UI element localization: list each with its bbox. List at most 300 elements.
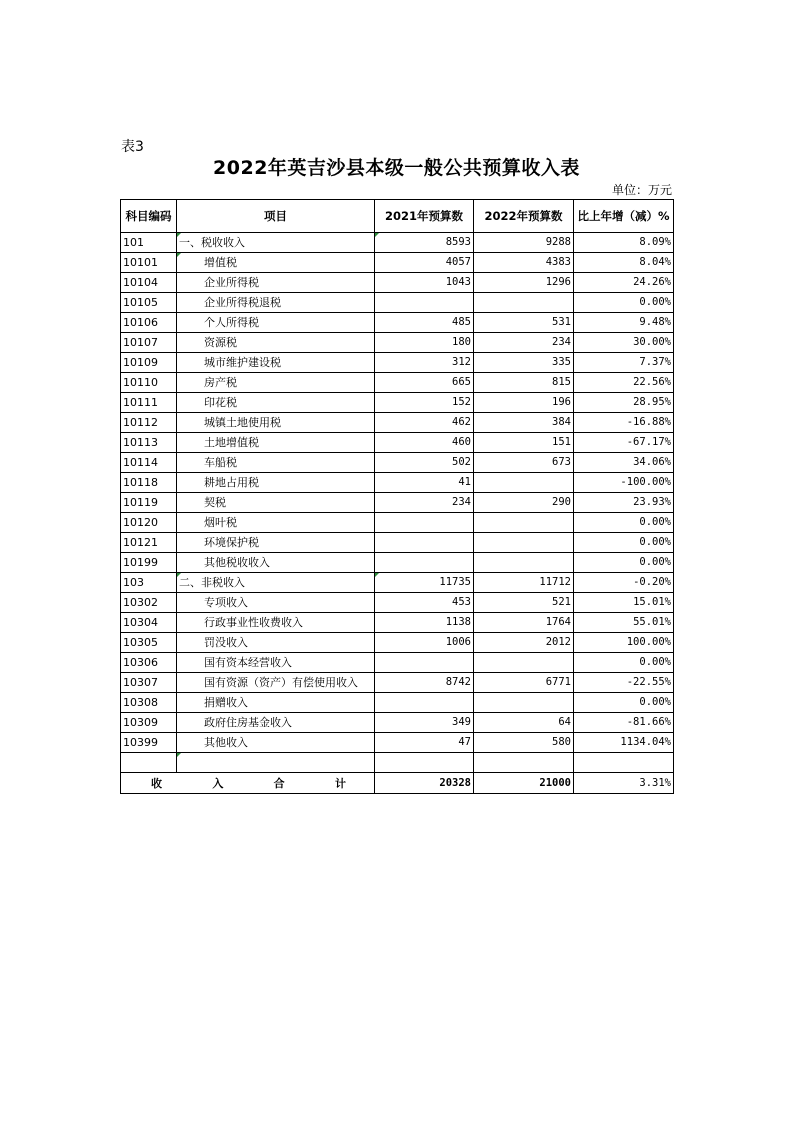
row-change (574, 653, 674, 673)
row-item-text: 二、非税收入 (179, 576, 245, 589)
row-code (121, 453, 177, 473)
row-2021 (375, 533, 474, 553)
table-row (121, 653, 674, 673)
row-2021 (375, 453, 474, 473)
cell-marker (375, 233, 379, 237)
row-code-text: 10104 (123, 276, 158, 289)
table-row (121, 373, 674, 393)
row-2022 (474, 293, 574, 313)
row-change-text: 0.00% (639, 516, 671, 528)
row-code-text: 10119 (123, 496, 158, 509)
row-change (574, 293, 674, 313)
row-2021 (375, 553, 474, 573)
row-item (177, 693, 375, 713)
row-2022-text: 6771 (545, 676, 571, 688)
row-2021-text: 485 (452, 316, 471, 328)
row-item-text: 烟叶税 (204, 516, 237, 529)
row-change (574, 413, 674, 433)
row-change-text: 28.95% (633, 396, 671, 408)
row-item-text: 印花税 (204, 396, 237, 409)
row-2021-text: 502 (452, 456, 471, 468)
row-change (574, 453, 674, 473)
row-code (121, 433, 177, 453)
row-2022 (474, 593, 574, 613)
total-2022: 21000 (474, 773, 574, 794)
row-item (177, 633, 375, 653)
row-item-text: 国有资本经营收入 (204, 656, 292, 669)
table-row (121, 613, 674, 633)
row-change (574, 273, 674, 293)
row-2022-text: 9288 (545, 236, 571, 248)
row-item-text: 车船税 (204, 456, 237, 469)
row-change (574, 393, 674, 413)
row-code (121, 353, 177, 373)
row-2021 (375, 713, 474, 733)
row-2021-text: 41 (458, 476, 471, 488)
row-2022 (474, 273, 574, 293)
row-2022 (474, 393, 574, 413)
row-item (177, 253, 375, 273)
row-change (574, 233, 674, 253)
row-2022 (474, 473, 574, 493)
row-code (121, 473, 177, 493)
row-item-text: 企业所得税 (204, 276, 259, 289)
row-item (177, 233, 375, 253)
row-code (121, 693, 177, 713)
row-2022-text: 234 (552, 336, 571, 348)
row-2022-text: 1764 (545, 616, 571, 628)
total-label-char: 计 (334, 776, 346, 790)
row-2022 (474, 713, 574, 733)
row-item-text: 城镇土地使用税 (204, 416, 281, 429)
row-2022 (474, 613, 574, 633)
table-row (121, 513, 674, 533)
row-item-text: 专项收入 (204, 596, 248, 609)
cell-marker (177, 233, 181, 237)
row-2021 (375, 393, 474, 413)
row-2021 (375, 653, 474, 673)
table-row (121, 713, 674, 733)
row-change-text: -67.17% (626, 436, 671, 448)
row-code (121, 533, 177, 553)
row-2022-text: 521 (552, 596, 571, 608)
row-item (177, 733, 375, 753)
row-item (177, 673, 375, 693)
row-2021 (375, 273, 474, 293)
header-code: 科目编码 (121, 200, 177, 233)
row-item (177, 533, 375, 553)
table-row (121, 593, 674, 613)
row-change-text: 9.48% (639, 316, 671, 328)
row-code (121, 413, 177, 433)
row-change-text: 0.00% (639, 696, 671, 708)
row-change-text: 100.00% (626, 636, 671, 648)
row-item-text: 一、税收收入 (179, 236, 245, 249)
row-2021 (375, 233, 474, 253)
row-code-text: 10109 (123, 356, 158, 369)
row-2022-text: 531 (552, 316, 571, 328)
row-item (177, 333, 375, 353)
row-change (574, 713, 674, 733)
row-code (121, 733, 177, 753)
row-item (177, 713, 375, 733)
cell-marker (177, 253, 181, 257)
row-2021 (375, 413, 474, 433)
row-2022 (474, 413, 574, 433)
row-code-text: 10308 (123, 696, 158, 709)
row-change-text: 8.09% (639, 236, 671, 248)
row-code-text: 10199 (123, 556, 158, 569)
row-2022 (474, 353, 574, 373)
table-row (121, 633, 674, 653)
row-change (574, 733, 674, 753)
row-item-text: 企业所得税退税 (204, 296, 281, 309)
row-2022-text: 384 (552, 416, 571, 428)
row-item-text: 房产税 (204, 376, 237, 389)
header-2022: 2022年预算数 (474, 200, 574, 233)
row-item-text: 行政事业性收费收入 (204, 616, 303, 629)
row-2021-text: 4057 (445, 256, 471, 268)
row-2021 (375, 293, 474, 313)
row-change (574, 373, 674, 393)
row-item (177, 453, 375, 473)
row-2022 (474, 453, 574, 473)
row-2021-text: 665 (452, 376, 471, 388)
row-item (177, 753, 375, 773)
row-2022-text: 11712 (539, 576, 571, 588)
row-code (121, 393, 177, 413)
table-row (121, 693, 674, 713)
row-item (177, 553, 375, 573)
row-code-text: 10302 (123, 596, 158, 609)
row-item (177, 293, 375, 313)
row-2022 (474, 673, 574, 693)
table-row (121, 733, 674, 753)
header-2021: 2021年预算数 (375, 200, 474, 233)
table-row (121, 393, 674, 413)
table-row (121, 333, 674, 353)
row-2022 (474, 513, 574, 533)
row-change-text: 0.00% (639, 536, 671, 548)
row-code-text: 10105 (123, 296, 158, 309)
unit-note: 单位：万元 (611, 183, 672, 197)
row-change-text: 7.37% (639, 356, 671, 368)
row-change-text: -100.00% (620, 476, 671, 488)
row-2022 (474, 553, 574, 573)
total-row (121, 773, 674, 794)
row-change (574, 573, 674, 593)
table-row (121, 573, 674, 593)
row-2022-text: 1296 (545, 276, 571, 288)
cell-marker (177, 573, 181, 577)
row-2021-text: 152 (452, 396, 471, 408)
row-change-text: 1134.04% (620, 736, 671, 748)
row-2022 (474, 633, 574, 653)
row-2021 (375, 573, 474, 593)
table-row (121, 493, 674, 513)
row-2022 (474, 313, 574, 333)
row-2021 (375, 513, 474, 533)
row-change-text: -81.66% (626, 716, 671, 728)
row-code-text: 10121 (123, 536, 158, 549)
row-2021 (375, 673, 474, 693)
row-change-text: -0.20% (633, 576, 671, 588)
row-item-text: 土地增值税 (204, 436, 259, 449)
budget-table (120, 199, 674, 794)
row-code-text: 103 (123, 576, 144, 589)
row-code (121, 273, 177, 293)
total-label-char: 合 (273, 776, 285, 790)
row-code (121, 333, 177, 353)
row-code-text: 10101 (123, 256, 158, 269)
row-code-text: 10107 (123, 336, 158, 349)
header-change: 比上年增（减）% (574, 200, 674, 233)
row-change (574, 353, 674, 373)
row-item (177, 473, 375, 493)
row-2022 (474, 533, 574, 553)
page-title: 2022年英吉沙县本级一般公共预算收入表 (213, 157, 580, 179)
row-item-text: 契税 (204, 496, 226, 509)
table-row (121, 313, 674, 333)
table-body (121, 233, 674, 773)
row-code (121, 553, 177, 573)
row-item-text: 城市维护建设税 (204, 356, 281, 369)
row-2022-text: 673 (552, 456, 571, 468)
row-2022 (474, 693, 574, 713)
row-change (574, 333, 674, 353)
row-2022-text: 4383 (545, 256, 571, 268)
row-change (574, 493, 674, 513)
row-code (121, 493, 177, 513)
row-2021-text: 312 (452, 356, 471, 368)
table-row (121, 233, 674, 253)
row-change-text: 0.00% (639, 656, 671, 668)
row-change-text: 22.56% (633, 376, 671, 388)
row-code-text: 10113 (123, 436, 158, 449)
row-2021-text: 1138 (445, 616, 471, 628)
row-change-text: 23.93% (633, 496, 671, 508)
row-item (177, 413, 375, 433)
table-row (121, 533, 674, 553)
row-2021 (375, 753, 474, 773)
row-item (177, 353, 375, 373)
row-change (574, 513, 674, 533)
row-item (177, 373, 375, 393)
table-row (121, 353, 674, 373)
row-change-text: 24.26% (633, 276, 671, 288)
header-row (121, 200, 674, 233)
row-item-text: 捐赠收入 (204, 696, 248, 709)
row-change (574, 693, 674, 713)
total-label (121, 773, 375, 794)
row-2021-text: 234 (452, 496, 471, 508)
row-item-text: 增值税 (204, 256, 237, 269)
row-code (121, 753, 177, 773)
row-code (121, 653, 177, 673)
cell-marker (177, 753, 181, 757)
total-label-char: 入 (212, 776, 224, 790)
row-code (121, 633, 177, 653)
cell-marker (375, 573, 379, 577)
row-2021 (375, 633, 474, 653)
table-row (121, 553, 674, 573)
row-change (574, 313, 674, 333)
row-item (177, 653, 375, 673)
row-code-text: 10118 (123, 476, 158, 489)
row-code (121, 313, 177, 333)
row-code-text: 10114 (123, 456, 158, 469)
row-item-text: 个人所得税 (204, 316, 259, 329)
row-2021 (375, 433, 474, 453)
table-row (121, 473, 674, 493)
row-code (121, 513, 177, 533)
row-item-text: 其他税收收入 (204, 556, 270, 569)
row-2021 (375, 353, 474, 373)
row-2021 (375, 253, 474, 273)
row-code (121, 593, 177, 613)
row-item (177, 393, 375, 413)
row-code-text: 10111 (123, 396, 158, 409)
row-2021-text: 349 (452, 716, 471, 728)
row-item (177, 433, 375, 453)
row-2022-text: 64 (558, 716, 571, 728)
row-2022-text: 335 (552, 356, 571, 368)
table-row (121, 273, 674, 293)
row-item (177, 273, 375, 293)
row-2022-text: 290 (552, 496, 571, 508)
row-2021-text: 462 (452, 416, 471, 428)
row-2021 (375, 733, 474, 753)
row-code-text: 10110 (123, 376, 158, 389)
row-change (574, 673, 674, 693)
row-change (574, 633, 674, 653)
total-label-char: 收 (151, 776, 162, 790)
row-item (177, 313, 375, 333)
row-item-text: 环境保护税 (204, 536, 259, 549)
row-2022 (474, 753, 574, 773)
table-row (121, 673, 674, 693)
row-2022 (474, 733, 574, 753)
row-change-text: 8.04% (639, 256, 671, 268)
row-change (574, 593, 674, 613)
table-row (121, 413, 674, 433)
row-2022-text: 580 (552, 736, 571, 748)
table-row (121, 453, 674, 473)
row-2021 (375, 613, 474, 633)
row-2022 (474, 433, 574, 453)
row-2022 (474, 333, 574, 353)
row-item-text: 耕地占用税 (204, 476, 259, 489)
row-code-text: 10399 (123, 736, 158, 749)
row-code (121, 713, 177, 733)
table-row (121, 293, 674, 313)
row-2021-text: 1006 (445, 636, 471, 648)
row-2021 (375, 593, 474, 613)
row-change (574, 533, 674, 553)
total-change: 3.31% (574, 773, 674, 794)
row-2021-text: 11735 (439, 576, 471, 588)
row-2021-text: 180 (452, 336, 471, 348)
row-item-text: 罚没收入 (204, 636, 248, 649)
row-code-text: 10304 (123, 616, 158, 629)
row-2022 (474, 573, 574, 593)
row-change-text: 34.06% (633, 456, 671, 468)
row-2021-text: 47 (458, 736, 471, 748)
row-2021 (375, 373, 474, 393)
row-item (177, 613, 375, 633)
row-change (574, 613, 674, 633)
row-code (121, 233, 177, 253)
table-label: 表3 (121, 139, 144, 155)
row-2022 (474, 653, 574, 673)
row-2022 (474, 253, 574, 273)
header-item: 项目 (177, 200, 375, 233)
row-code (121, 253, 177, 273)
row-code-text: 10120 (123, 516, 158, 529)
row-2021 (375, 693, 474, 713)
row-2021-text: 8742 (445, 676, 471, 688)
total-2021: 20328 (375, 773, 474, 794)
row-change-text: -16.88% (626, 416, 671, 428)
row-code (121, 373, 177, 393)
table-row (121, 753, 674, 773)
row-code-text: 10106 (123, 316, 158, 329)
row-item-text: 其他收入 (204, 736, 248, 749)
row-item-text: 国有资源（资产）有偿使用收入 (204, 676, 358, 689)
row-change-text: 30.00% (633, 336, 671, 348)
row-2022-text: 815 (552, 376, 571, 388)
row-2021 (375, 333, 474, 353)
row-change (574, 473, 674, 493)
row-change (574, 433, 674, 453)
row-code-text: 10309 (123, 716, 158, 729)
row-2022 (474, 373, 574, 393)
row-change-text: 0.00% (639, 296, 671, 308)
row-code-text: 10306 (123, 656, 158, 669)
row-change-text: -22.55% (626, 676, 671, 688)
row-2021-text: 453 (452, 596, 471, 608)
row-code-text: 101 (123, 236, 144, 249)
row-2021 (375, 473, 474, 493)
row-change-text: 0.00% (639, 556, 671, 568)
row-change-text: 15.01% (633, 596, 671, 608)
row-item (177, 593, 375, 613)
row-2021 (375, 313, 474, 333)
row-2021-text: 8593 (445, 236, 471, 248)
row-2022-text: 2012 (545, 636, 571, 648)
row-2022-text: 196 (552, 396, 571, 408)
row-code (121, 613, 177, 633)
row-item-text: 政府住房基金收入 (204, 716, 292, 729)
row-code (121, 573, 177, 593)
row-code (121, 293, 177, 313)
row-change-text: 55.01% (633, 616, 671, 628)
row-2021-text: 460 (452, 436, 471, 448)
row-2022 (474, 233, 574, 253)
row-item-text: 资源税 (204, 336, 237, 349)
row-code (121, 673, 177, 693)
row-item (177, 573, 375, 593)
row-2022-text: 151 (552, 436, 571, 448)
row-change (574, 753, 674, 773)
row-item (177, 513, 375, 533)
table-row (121, 253, 674, 273)
row-2021 (375, 493, 474, 513)
table-row (121, 433, 674, 453)
row-change (574, 253, 674, 273)
row-2022 (474, 493, 574, 513)
row-2021-text: 1043 (445, 276, 471, 288)
